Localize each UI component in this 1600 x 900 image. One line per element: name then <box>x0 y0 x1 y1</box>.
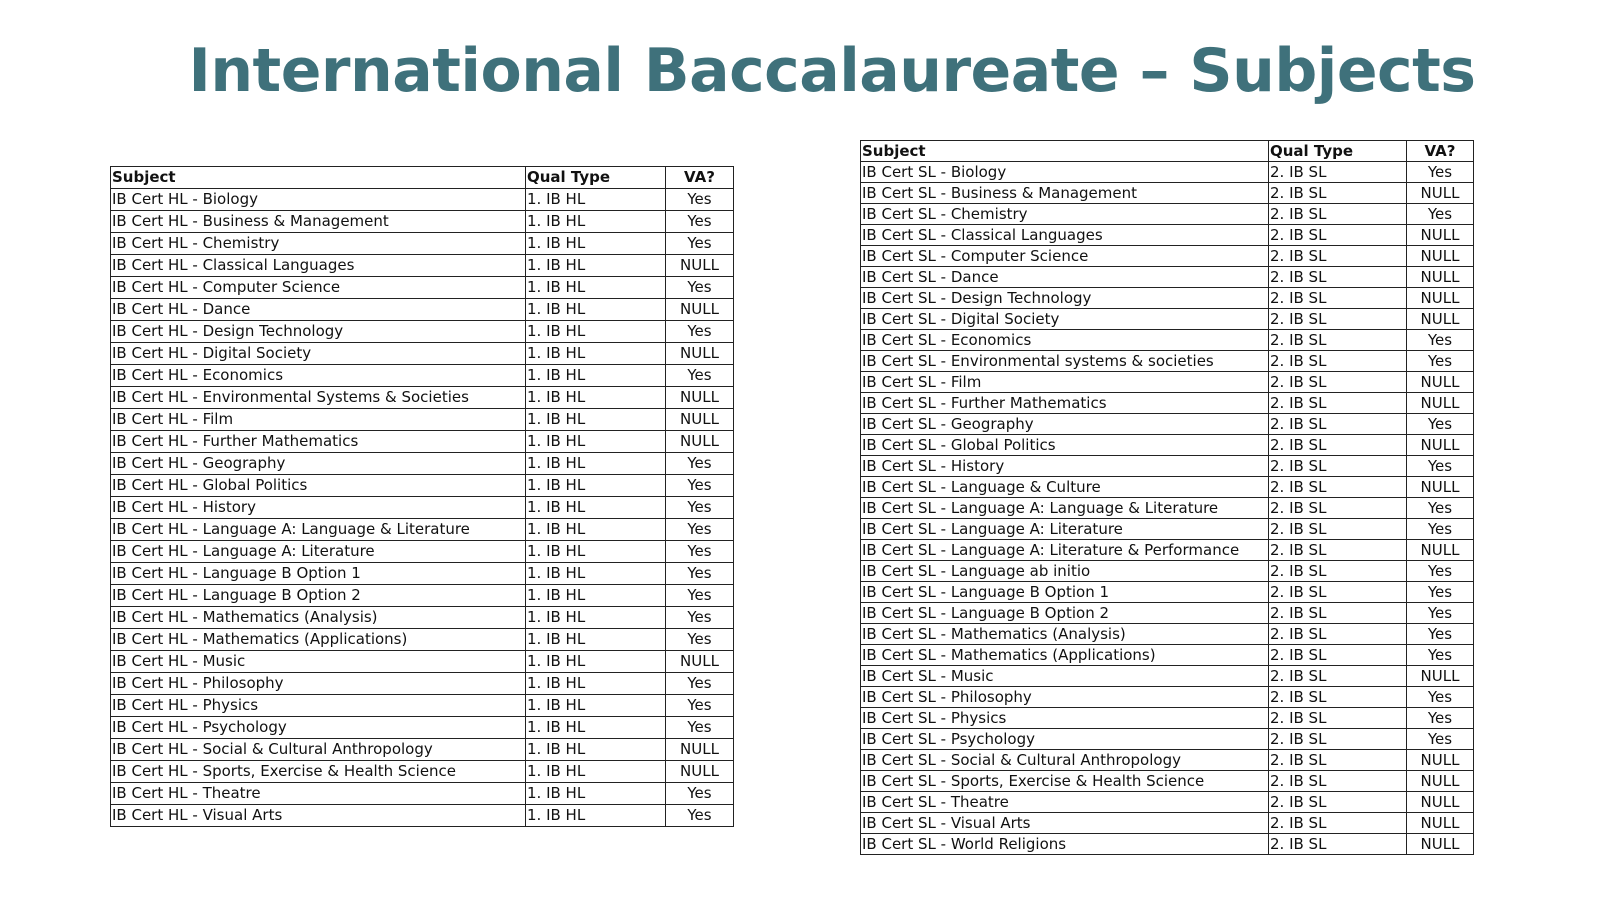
table-row <box>111 739 734 761</box>
qual-type-cell: 1. IB HL <box>526 233 666 255</box>
subject-cell: IB Cert HL - Sports, Exercise & Health Science <box>111 761 526 783</box>
subject-cell: IB Cert HL - Dance <box>111 299 526 321</box>
qual-type-cell: 2. IB SL <box>1269 834 1407 855</box>
subject-cell: IB Cert HL - Computer Science <box>111 277 526 299</box>
va-cell: Yes <box>666 519 734 541</box>
va-cell: Yes <box>666 585 734 607</box>
qual-type-cell: 2. IB SL <box>1269 309 1407 330</box>
subject-cell: IB Cert SL - Mathematics (Applications) <box>861 645 1269 666</box>
va-cell: Yes <box>1407 414 1474 435</box>
va-cell: NULL <box>1407 813 1474 834</box>
va-cell: Yes <box>1407 624 1474 645</box>
subject-cell: IB Cert SL - Global Politics <box>861 435 1269 456</box>
qual-type-cell: 1. IB HL <box>526 629 666 651</box>
table-row <box>861 330 1474 351</box>
subject-cell: IB Cert HL - Philosophy <box>111 673 526 695</box>
subject-cell: IB Cert SL - Biology <box>861 162 1269 183</box>
qual-type-cell: 1. IB HL <box>526 453 666 475</box>
subject-cell: IB Cert HL - Mathematics (Analysis) <box>111 607 526 629</box>
va-cell: Yes <box>666 805 734 827</box>
table-row <box>111 629 734 651</box>
qual-type-cell: 2. IB SL <box>1269 183 1407 204</box>
subject-cell: IB Cert SL - History <box>861 456 1269 477</box>
qual-type-cell: 1. IB HL <box>526 739 666 761</box>
va-cell: NULL <box>1407 666 1474 687</box>
subject-cell: IB Cert SL - Environmental systems & societies <box>861 351 1269 372</box>
subject-cell: IB Cert SL - Language A: Literature & Performance <box>861 540 1269 561</box>
table-row <box>111 189 734 211</box>
subject-cell: IB Cert SL - Mathematics (Analysis) <box>861 624 1269 645</box>
table-row <box>111 387 734 409</box>
va-cell: Yes <box>666 211 734 233</box>
va-cell: Yes <box>1407 708 1474 729</box>
va-cell: NULL <box>1407 372 1474 393</box>
table-row <box>861 834 1474 855</box>
table-row <box>111 563 734 585</box>
table-row <box>861 225 1474 246</box>
qual-type-column-header: Qual Type <box>1269 141 1407 162</box>
va-cell: NULL <box>666 651 734 673</box>
table-row <box>861 288 1474 309</box>
va-cell: NULL <box>1407 267 1474 288</box>
va-column-header: VA? <box>666 167 734 189</box>
subject-cell: IB Cert SL - Language & Culture <box>861 477 1269 498</box>
qual-type-cell: 2. IB SL <box>1269 792 1407 813</box>
table-row <box>861 351 1474 372</box>
va-cell: Yes <box>666 607 734 629</box>
va-cell: NULL <box>666 387 734 409</box>
table-row <box>861 666 1474 687</box>
table-row <box>861 813 1474 834</box>
qual-type-cell: 2. IB SL <box>1269 435 1407 456</box>
va-cell: NULL <box>1407 792 1474 813</box>
table-row <box>861 792 1474 813</box>
table-row <box>111 365 734 387</box>
table-row <box>111 607 734 629</box>
table-row <box>861 561 1474 582</box>
qual-type-cell: 2. IB SL <box>1269 750 1407 771</box>
qual-type-cell: 1. IB HL <box>526 211 666 233</box>
table-row <box>861 603 1474 624</box>
qual-type-cell: 2. IB SL <box>1269 372 1407 393</box>
table-row <box>861 645 1474 666</box>
va-cell: NULL <box>1407 477 1474 498</box>
subject-cell: IB Cert HL - Chemistry <box>111 233 526 255</box>
va-cell: Yes <box>1407 519 1474 540</box>
va-cell: Yes <box>1407 204 1474 225</box>
table-row <box>111 233 734 255</box>
table-row <box>861 393 1474 414</box>
subject-cell: IB Cert HL - Global Politics <box>111 475 526 497</box>
subject-cell: IB Cert SL - Visual Arts <box>861 813 1269 834</box>
table-row <box>111 805 734 827</box>
subject-cell: IB Cert HL - Psychology <box>111 717 526 739</box>
subject-cell: IB Cert SL - Language B Option 2 <box>861 603 1269 624</box>
va-cell: Yes <box>666 233 734 255</box>
table-row <box>861 414 1474 435</box>
subject-cell: IB Cert HL - Classical Languages <box>111 255 526 277</box>
table-row <box>111 717 734 739</box>
va-cell: Yes <box>1407 351 1474 372</box>
subject-cell: IB Cert HL - Language A: Language & Literature <box>111 519 526 541</box>
subject-cell: IB Cert SL - Design Technology <box>861 288 1269 309</box>
table-row <box>111 673 734 695</box>
qual-type-cell: 2. IB SL <box>1269 162 1407 183</box>
subject-cell: IB Cert HL - Further Mathematics <box>111 431 526 453</box>
subject-cell: IB Cert SL - Economics <box>861 330 1269 351</box>
qual-type-cell: 1. IB HL <box>526 651 666 673</box>
va-cell: Yes <box>666 717 734 739</box>
qual-type-cell: 1. IB HL <box>526 475 666 497</box>
qual-type-cell: 2. IB SL <box>1269 330 1407 351</box>
subject-cell: IB Cert SL - Computer Science <box>861 246 1269 267</box>
subject-cell: IB Cert HL - Language A: Literature <box>111 541 526 563</box>
va-cell: NULL <box>666 431 734 453</box>
qual-type-cell: 1. IB HL <box>526 717 666 739</box>
va-cell: Yes <box>666 563 734 585</box>
qual-type-cell: 2. IB SL <box>1269 813 1407 834</box>
va-cell: Yes <box>666 497 734 519</box>
va-cell: NULL <box>666 739 734 761</box>
table-row <box>111 299 734 321</box>
qual-type-cell: 1. IB HL <box>526 299 666 321</box>
subject-cell: IB Cert SL - Language ab initio <box>861 561 1269 582</box>
va-cell: NULL <box>1407 183 1474 204</box>
table-row <box>861 456 1474 477</box>
qual-type-cell: 2. IB SL <box>1269 267 1407 288</box>
table-row <box>861 162 1474 183</box>
table-row <box>111 453 734 475</box>
subject-cell: IB Cert SL - Further Mathematics <box>861 393 1269 414</box>
qual-type-cell: 2. IB SL <box>1269 288 1407 309</box>
table-row <box>111 497 734 519</box>
qual-type-cell: 1. IB HL <box>526 189 666 211</box>
qual-type-cell: 2. IB SL <box>1269 225 1407 246</box>
va-cell: NULL <box>1407 393 1474 414</box>
qual-type-cell: 1. IB HL <box>526 387 666 409</box>
table-row <box>861 309 1474 330</box>
subject-column-header: Subject <box>111 167 526 189</box>
va-cell: Yes <box>666 277 734 299</box>
subject-cell: IB Cert HL - Social & Cultural Anthropology <box>111 739 526 761</box>
table-row <box>861 540 1474 561</box>
table-row <box>111 277 734 299</box>
qual-type-cell: 1. IB HL <box>526 695 666 717</box>
table-row <box>861 771 1474 792</box>
sl-subjects-table <box>860 140 1474 855</box>
qual-type-cell: 1. IB HL <box>526 673 666 695</box>
subject-cell: IB Cert HL - Geography <box>111 453 526 475</box>
subject-cell: IB Cert SL - Digital Society <box>861 309 1269 330</box>
qual-type-cell: 2. IB SL <box>1269 540 1407 561</box>
subject-cell: IB Cert HL - Biology <box>111 189 526 211</box>
subject-cell: IB Cert HL - Visual Arts <box>111 805 526 827</box>
subject-cell: IB Cert SL - Classical Languages <box>861 225 1269 246</box>
subject-cell: IB Cert HL - History <box>111 497 526 519</box>
qual-type-cell: 2. IB SL <box>1269 561 1407 582</box>
subject-cell: IB Cert HL - Film <box>111 409 526 431</box>
table-header-row <box>861 141 1474 162</box>
va-cell: Yes <box>666 695 734 717</box>
va-cell: Yes <box>666 453 734 475</box>
qual-type-cell: 2. IB SL <box>1269 498 1407 519</box>
va-cell: NULL <box>666 409 734 431</box>
qual-type-cell: 2. IB SL <box>1269 603 1407 624</box>
subject-cell: IB Cert HL - Music <box>111 651 526 673</box>
qual-type-cell: 1. IB HL <box>526 343 666 365</box>
qual-type-cell: 2. IB SL <box>1269 666 1407 687</box>
va-cell: NULL <box>666 299 734 321</box>
subject-cell: IB Cert SL - Language B Option 1 <box>861 582 1269 603</box>
va-cell: Yes <box>1407 603 1474 624</box>
subject-cell: IB Cert HL - Design Technology <box>111 321 526 343</box>
subject-cell: IB Cert SL - Theatre <box>861 792 1269 813</box>
table-row <box>111 409 734 431</box>
subject-cell: IB Cert SL - Business & Management <box>861 183 1269 204</box>
table-row <box>861 582 1474 603</box>
table-row <box>111 541 734 563</box>
qual-type-cell: 2. IB SL <box>1269 645 1407 666</box>
subject-cell: IB Cert SL - Dance <box>861 267 1269 288</box>
va-cell: Yes <box>1407 330 1474 351</box>
qual-type-cell: 2. IB SL <box>1269 687 1407 708</box>
va-cell: NULL <box>1407 225 1474 246</box>
qual-type-cell: 1. IB HL <box>526 277 666 299</box>
table-row <box>111 783 734 805</box>
va-cell: Yes <box>666 365 734 387</box>
qual-type-cell: 2. IB SL <box>1269 771 1407 792</box>
va-cell: NULL <box>666 255 734 277</box>
subject-cell: IB Cert HL - Mathematics (Applications) <box>111 629 526 651</box>
table-row <box>111 475 734 497</box>
qual-type-cell: 2. IB SL <box>1269 204 1407 225</box>
qual-type-cell: 1. IB HL <box>526 761 666 783</box>
qual-type-cell: 1. IB HL <box>526 519 666 541</box>
table-row <box>861 519 1474 540</box>
table-row <box>861 477 1474 498</box>
table-row <box>861 372 1474 393</box>
subject-cell: IB Cert SL - Geography <box>861 414 1269 435</box>
subject-cell: IB Cert SL - Language A: Literature <box>861 519 1269 540</box>
qual-type-cell: 2. IB SL <box>1269 456 1407 477</box>
qual-type-cell: 1. IB HL <box>526 321 666 343</box>
table-row <box>111 211 734 233</box>
table-row <box>861 498 1474 519</box>
qual-type-cell: 1. IB HL <box>526 805 666 827</box>
va-cell: Yes <box>666 673 734 695</box>
subject-cell: IB Cert SL - Music <box>861 666 1269 687</box>
va-cell: Yes <box>666 475 734 497</box>
table-row <box>111 321 734 343</box>
table-row <box>861 183 1474 204</box>
va-column-header: VA? <box>1407 141 1474 162</box>
va-cell: NULL <box>1407 309 1474 330</box>
subject-cell: IB Cert HL - Environmental Systems & Societies <box>111 387 526 409</box>
qual-type-cell: 1. IB HL <box>526 585 666 607</box>
qual-type-cell: 1. IB HL <box>526 783 666 805</box>
va-cell: NULL <box>1407 771 1474 792</box>
va-cell: Yes <box>1407 687 1474 708</box>
qual-type-cell: 2. IB SL <box>1269 477 1407 498</box>
table-row <box>111 585 734 607</box>
subject-cell: IB Cert HL - Economics <box>111 365 526 387</box>
va-cell: Yes <box>1407 582 1474 603</box>
va-cell: Yes <box>666 541 734 563</box>
table-row <box>111 761 734 783</box>
qual-type-cell: 2. IB SL <box>1269 393 1407 414</box>
va-cell: Yes <box>1407 456 1474 477</box>
subject-cell: IB Cert SL - Language A: Language & Literature <box>861 498 1269 519</box>
table-row <box>111 255 734 277</box>
subject-cell: IB Cert SL - Physics <box>861 708 1269 729</box>
qual-type-cell: 2. IB SL <box>1269 708 1407 729</box>
table-row <box>861 435 1474 456</box>
qual-type-cell: 2. IB SL <box>1269 414 1407 435</box>
va-cell: Yes <box>1407 729 1474 750</box>
table-row <box>861 204 1474 225</box>
hl-subjects-table <box>110 166 734 827</box>
table-row <box>861 687 1474 708</box>
subject-cell: IB Cert SL - Philosophy <box>861 687 1269 708</box>
table-row <box>861 708 1474 729</box>
table-row <box>861 750 1474 771</box>
subject-cell: IB Cert HL - Digital Society <box>111 343 526 365</box>
qual-type-cell: 1. IB HL <box>526 409 666 431</box>
va-cell: NULL <box>1407 834 1474 855</box>
va-cell: NULL <box>666 343 734 365</box>
subject-cell: IB Cert HL - Physics <box>111 695 526 717</box>
subject-cell: IB Cert SL - Social & Cultural Anthropology <box>861 750 1269 771</box>
subject-cell: IB Cert HL - Language B Option 2 <box>111 585 526 607</box>
qual-type-cell: 1. IB HL <box>526 497 666 519</box>
va-cell: NULL <box>1407 435 1474 456</box>
va-cell: Yes <box>1407 498 1474 519</box>
qual-type-cell: 2. IB SL <box>1269 519 1407 540</box>
va-cell: Yes <box>666 321 734 343</box>
table-row <box>861 729 1474 750</box>
qual-type-cell: 1. IB HL <box>526 255 666 277</box>
subject-cell: IB Cert HL - Business & Management <box>111 211 526 233</box>
qual-type-cell: 1. IB HL <box>526 541 666 563</box>
table-row <box>861 246 1474 267</box>
qual-type-cell: 1. IB HL <box>526 431 666 453</box>
subject-cell: IB Cert SL - Psychology <box>861 729 1269 750</box>
va-cell: Yes <box>1407 561 1474 582</box>
table-header-row <box>111 167 734 189</box>
qual-type-cell: 2. IB SL <box>1269 624 1407 645</box>
subject-cell: IB Cert SL - Chemistry <box>861 204 1269 225</box>
table-row <box>861 624 1474 645</box>
va-cell: NULL <box>666 761 734 783</box>
qual-type-cell: 2. IB SL <box>1269 351 1407 372</box>
subject-cell: IB Cert SL - World Religions <box>861 834 1269 855</box>
qual-type-cell: 1. IB HL <box>526 607 666 629</box>
qual-type-cell: 2. IB SL <box>1269 582 1407 603</box>
table-row <box>111 695 734 717</box>
subject-column-header: Subject <box>861 141 1269 162</box>
va-cell: Yes <box>1407 645 1474 666</box>
va-cell: NULL <box>1407 288 1474 309</box>
subject-cell: IB Cert SL - Sports, Exercise & Health Science <box>861 771 1269 792</box>
table-row <box>861 267 1474 288</box>
table-row <box>111 651 734 673</box>
subject-cell: IB Cert HL - Language B Option 1 <box>111 563 526 585</box>
subject-cell: IB Cert HL - Theatre <box>111 783 526 805</box>
va-cell: NULL <box>1407 246 1474 267</box>
qual-type-column-header: Qual Type <box>526 167 666 189</box>
table-row <box>111 431 734 453</box>
va-cell: Yes <box>1407 162 1474 183</box>
va-cell: Yes <box>666 783 734 805</box>
subject-cell: IB Cert SL - Film <box>861 372 1269 393</box>
va-cell: NULL <box>1407 750 1474 771</box>
table-row <box>111 343 734 365</box>
qual-type-cell: 2. IB SL <box>1269 729 1407 750</box>
qual-type-cell: 1. IB HL <box>526 563 666 585</box>
page-title: International Baccalaureate – Subjects <box>188 36 1476 106</box>
table-row <box>111 519 734 541</box>
va-cell: NULL <box>1407 540 1474 561</box>
qual-type-cell: 1. IB HL <box>526 365 666 387</box>
va-cell: Yes <box>666 629 734 651</box>
va-cell: Yes <box>666 189 734 211</box>
qual-type-cell: 2. IB SL <box>1269 246 1407 267</box>
